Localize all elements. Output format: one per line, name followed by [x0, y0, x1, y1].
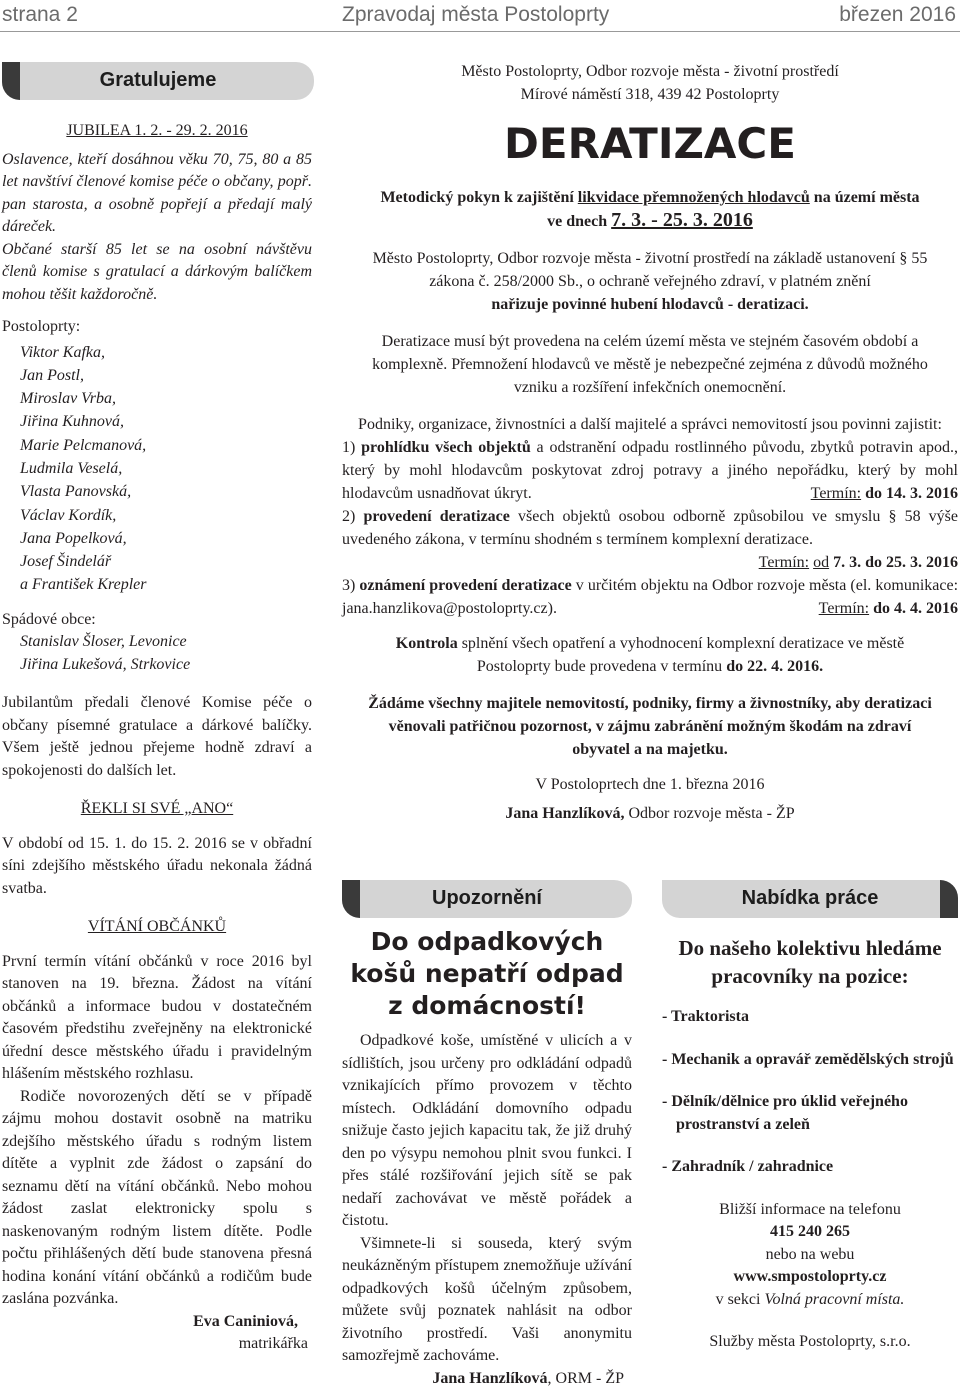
upozorneni-section [342, 926, 632, 1390]
postoloprty-label: Postoloprty: [2, 316, 312, 339]
list-item: Miroslav Vrba, [2, 387, 312, 410]
duties-intro: Podniky, organizace, živnostníci a další majitelé a správci nemovitostí jsou povinni zajistit: [342, 413, 958, 436]
kontrola-text: Kontrola splnění všech opatření a vyhodnocení komplexní deratizace ve městě Postoloprty bude provedena v termínu do 22. 4. 2016. [342, 632, 958, 678]
ano-title: ŘEKLI SI SVÉ „ANO“ [2, 798, 312, 821]
lead-text-c: ve dnech [547, 213, 607, 230]
newsletter-title: Zpravodaj města Postoloprty [342, 3, 609, 27]
spadove-obce-label: Spádové obce: [2, 609, 312, 632]
ordinance-text: Město Postoloprty, Odbor rozvoje města - životní prostředí na základě ustanovení § 55 zákona č. 258/2000 Sb., o ochraně veřejného zdraví, v platném znění [342, 247, 958, 293]
ano-text: V období od 15. 1. do 15. 2. 2016 se v obřadní síni zdejšího městského úřadu nekonala žádná svatba. [2, 833, 312, 901]
upozorneni-headline: Do odpadkových košů nepatří odpad z domácností! [342, 926, 632, 1022]
list-item: Jiřina Kuhnová, [2, 410, 312, 433]
lead-text-b: na území města [814, 189, 920, 206]
nabidka-banner [662, 880, 958, 918]
duty-2: 2) provedení deratizace všech objektů osobou odborně způsobilou ve smyslu § 58 výše uvedeného zákona, v termínu shodném s termínem komplexní deratizace. [342, 505, 958, 551]
page-number: strana 2 [2, 3, 78, 27]
list-item: a František Krepler [2, 573, 312, 596]
list-item: Ludmila Veselá, [2, 457, 312, 480]
jubilea-intro: Oslavence, kteří dosáhnou věku 70, 75, 80 a 85 let navštíví členové komise péče o občany, popř. pan starosta, a osobně popřejí a předají malý dáreček. [2, 149, 312, 239]
jubilant-text: Jubilantům předali členové Komise péče o občany písemné gratulace a dárkové balíčky. Všem ještě jednou přejeme hodně zdraví a spokojenosti do dalších let. [2, 692, 312, 782]
signature-role: matrikářka [2, 1333, 312, 1356]
jubilant-names-list [2, 341, 312, 597]
jubilea-intro-2: Občané starší 85 let se na osobní návštěvu členů komise s gratulací a dárkovým balíčkem mohou těšit každoročně. [2, 239, 312, 307]
vitani-text-2: Rodiče novorozených dětí se v případě zájmu mohou dostavit osobně na matriku zdejšího městského úřadu s rodným listem dítěte a vyplnit zde žádost o zapsání do seznamu dětí na vítání občánků. Nebo mohou žádost zaslat elektronicky spolu s naskenovaným rodným listem dítěte. Podle počtu přihlášených dětí bude stanovena přesná hodina konání vítání občánků a rodičům bude zaslána pozvánka. [2, 1086, 312, 1311]
contact-section: v sekci Volná pracovní místa. [662, 1289, 958, 1312]
vitani-title: VÍTÁNÍ OBČÁNKŮ [2, 916, 312, 939]
duty-3: 3) oznámení provedení deratizace v určitém objektu na Odbor rozvoje města (el. komunikace: jana.hanzlikova@postoloprty.cz). Termín: do 4. 4. 2016 [342, 574, 958, 620]
contact-text-2: nebo na webu [662, 1244, 958, 1267]
upozorneni-text-2: Všimnete-li si souseda, který svým neukázněným přístupem znemožňuje užívání odpadkových košů účelným způsobem, můžete svůj poznatek nahlásit na odbor životního prostředí. Vaši anonymitu samozřejmě zachováme. [342, 1233, 632, 1368]
list-item: Josef Šindelář [2, 550, 312, 573]
banner-label: Nabídka práce [742, 887, 879, 909]
deratizace-title: DERATIZACE [342, 114, 958, 174]
banner-label: Gratulujeme [100, 69, 217, 91]
org-line-1: Město Postoloprty, Odbor rozvoje města - životní prostředí [342, 60, 958, 83]
upozorneni-text-1: Odpadkové koše, umístěné v ulicích a v sídlištích, jsou určeny pro odkládání odpadů vznikajících přímo provozem v těchto místech. Odkládání domovního odpadu snižuje často jejich kapacitu tak, že již druhý den po výsypu nemohou plnit svou funkci. I přes stálé rozšiřování jejich sítě se pak nedaří zachovávat ve městě pořádek a čistotu. [342, 1030, 632, 1233]
org-line-2: Mírové náměstí 318, 439 42 Postoloprty [342, 83, 958, 106]
deratizace-scope-text: Deratizace musí být provedena na celém území města ve stejném časovém období a komplexně. Přemnožení hlodavců ve městě je nebezpečné zejména z důvodů možného vzniku a rozšíření infekčních onemocnění. [342, 330, 958, 399]
gratulujeme-banner [2, 62, 314, 100]
jubilea-title: JUBILEA 1. 2. - 29. 2. 2016 [2, 120, 312, 143]
list-item: Viktor Kafka, [2, 341, 312, 364]
duty-1: 1) prohlídku všech objektů a odstranění odpadu rostlinného původu, zbytků potravin apod., který by mohl hlodavcům poskytovat zdroj potravy a jiného nepořádku, který by mohl hlodavcům usnadňovat úkryt. Termín: do 14. 3. 2016 [342, 436, 958, 505]
vitani-text-1: První termín vítání občánků v roce 2016 byl stanoven na 19. března. Žádost na vítání občánků a informace budou v dostatečném časovém předstihu zveřejněny na elektronické úřední desce městského úřadu i pravidelným hlášením městského rozhlasu. [2, 951, 312, 1086]
ordinance-order: nařizuje povinné hubení hlodavců - deratizaci. [342, 293, 958, 316]
nabidka-headline: Do našeho kolektivu hledáme pracovníky na pozice: [662, 934, 958, 990]
list-item: Jan Postl, [2, 364, 312, 387]
duties-list [342, 436, 958, 620]
left-column [2, 120, 312, 1356]
lead-dates: 7. 3. - 25. 3. 2016 [611, 209, 753, 231]
job-item: - Mechanik a opravář zemědělských strojů [662, 1049, 958, 1072]
list-item: Václav Kordík, [2, 504, 312, 527]
signature-name: Eva Caniniová, [2, 1311, 312, 1334]
contact-web[interactable]: www.smpostoloprty.cz [662, 1266, 958, 1289]
page-header [0, 0, 960, 30]
nabidka-section [662, 934, 958, 1354]
spadove-obce-list [2, 631, 312, 676]
header-rule [0, 31, 960, 32]
job-item: - Zahradník / zahradnice [662, 1156, 958, 1179]
list-item: Jiřina Lukešová, Strkovice [2, 654, 312, 677]
contact-phone: 415 240 265 [662, 1221, 958, 1244]
contact-text: Bližší informace na telefonu [662, 1199, 958, 1222]
duty-2-term: Termín: od 7. 3. do 25. 3. 2016 [342, 551, 958, 574]
deratizace-signature: Jana Hanzlíková, Odbor rozvoje města - ŽP [342, 802, 958, 825]
list-item: Vlasta Panovská, [2, 480, 312, 503]
lead-text-underlined: likvidace přemnožených hlodavců [578, 189, 810, 206]
deratizace-section [342, 60, 958, 825]
list-item: Jana Popelková, [2, 527, 312, 550]
issue-date: březen 2016 [839, 3, 956, 27]
banner-label: Upozornění [432, 887, 542, 909]
list-item: Stanislav Šloser, Levonice [2, 631, 312, 654]
lead-line [342, 186, 958, 233]
list-item: Marie Pelcmanová, [2, 434, 312, 457]
lead-text-a: Metodický pokyn k zajištění [380, 189, 573, 206]
job-item: - Dělník/dělnice pro úklid veřejného prostranství a zeleň [662, 1091, 958, 1136]
dated-line: V Postoloprtech dne 1. března 2016 [342, 773, 958, 796]
job-list [662, 1006, 958, 1179]
upozorneni-signature: Jana Hanzlíková, ORM - ŽP [342, 1368, 632, 1390]
job-item: - Traktorista [662, 1006, 958, 1029]
nabidka-footer: Služby města Postoloprty, s.r.o. [662, 1331, 958, 1354]
appeal-text: Žádáme všechny majitele nemovitostí, podniky, firmy a živnostníky, aby deratizaci věnovali patřičnou pozornost, v zájmu zabránění možným škodám na zdraví obyvatel a na majetku. [342, 692, 958, 761]
upozorneni-banner [342, 880, 632, 918]
